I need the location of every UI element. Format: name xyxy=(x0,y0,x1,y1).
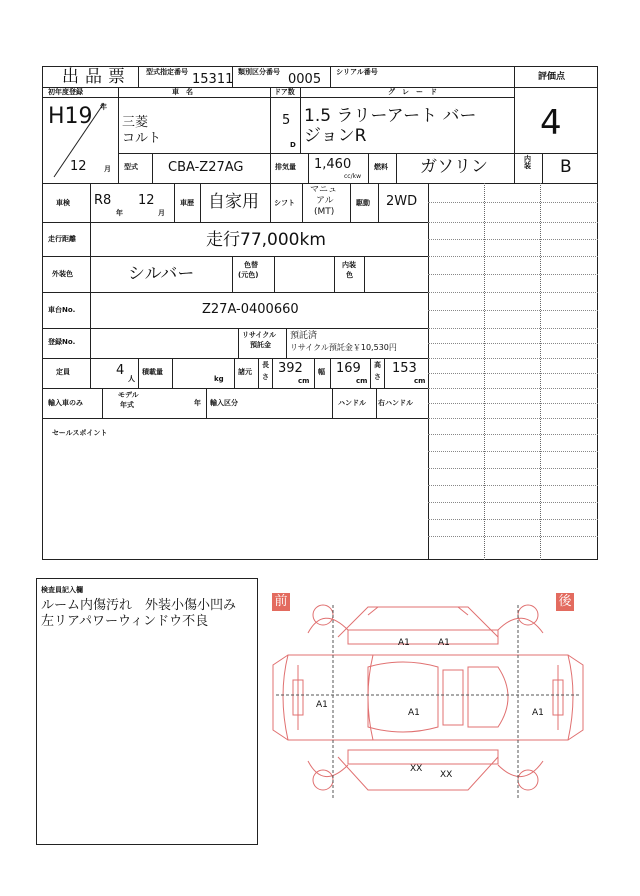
chassis-label: 車台No. xyxy=(48,306,76,314)
line-type-c xyxy=(270,153,271,183)
grade-line1: 1.5 ラリーアート バー xyxy=(304,106,477,126)
height-label2: さ xyxy=(374,373,381,381)
model-name: コルト xyxy=(122,131,162,146)
line-type-f xyxy=(396,153,397,183)
height-label1: 高 xyxy=(374,361,381,369)
line-door-right xyxy=(300,87,301,153)
front-badge: 前 xyxy=(272,593,290,611)
mark-rear-end: A1 xyxy=(532,708,544,718)
line-r6a xyxy=(138,358,139,388)
ruibetsu-value: 0005 xyxy=(288,72,322,87)
drive-value: 2WD xyxy=(386,194,418,209)
dims-label: 諸元 xyxy=(238,368,252,376)
line-name-right xyxy=(270,87,271,153)
recycle-label2: 預託金 xyxy=(250,341,271,349)
inspector-note-line1: ルーム内傷汚れ 外装小傷小凹み xyxy=(41,598,237,613)
displacement-value: 1,460 xyxy=(314,157,352,172)
interior-value: B xyxy=(560,157,572,177)
inspection-year-unit: 年 xyxy=(116,209,123,217)
line-r1a xyxy=(174,183,175,222)
inspection-month: 12 xyxy=(138,193,155,208)
inspector-note-line2: 左リアパワーウィンドウ不良 xyxy=(41,614,209,629)
line-r6c xyxy=(234,358,235,388)
line-r5a xyxy=(238,328,239,358)
line-type-a xyxy=(118,153,119,183)
first-reg-year: H19 xyxy=(48,104,93,129)
color-change-label2: (元色) xyxy=(238,271,259,279)
color-change-label1: 色替 xyxy=(244,261,258,269)
grade-line2: ジョンR xyxy=(304,126,367,146)
line-reg-right xyxy=(118,87,119,153)
line-h1 xyxy=(138,66,139,87)
line-type-e xyxy=(368,153,369,183)
line-r7a xyxy=(102,388,103,418)
line-r3a xyxy=(232,256,233,292)
line-r6b xyxy=(172,358,173,388)
interior-color-label2: 色 xyxy=(346,271,353,279)
line-r3c xyxy=(334,256,335,292)
capacity-unit: 人 xyxy=(128,375,135,383)
width-unit: cm xyxy=(356,377,368,385)
shift-label: シフト xyxy=(274,199,295,207)
rear-badge: 後 xyxy=(556,593,574,611)
mark-roof-front-left: A1 xyxy=(398,638,410,648)
katashiki-value: 15311 xyxy=(192,72,234,87)
color-value: シルバー xyxy=(128,264,195,284)
shift-value-line3: (MT) xyxy=(314,207,335,217)
shift-value-line1: マニュ xyxy=(310,185,338,195)
model-year-label2: 年式 xyxy=(120,401,134,409)
fuel-value: ガソリン xyxy=(420,157,488,177)
model-year-unit: 年 xyxy=(194,399,201,407)
mileage-label: 走行距離 xyxy=(48,235,76,243)
height-unit: cm xyxy=(414,377,426,385)
import-only-label: 輸入車のみ xyxy=(48,399,83,407)
first-reg-year-unit: 年 xyxy=(100,103,107,111)
line-r1f xyxy=(378,183,379,222)
first-reg-month-unit: 月 xyxy=(104,165,111,173)
line-h3 xyxy=(330,66,331,87)
line-type-g xyxy=(542,153,543,183)
inspection-month-unit: 月 xyxy=(158,209,165,217)
import-type-label: 輸入区分 xyxy=(210,399,238,407)
door-suffix: D xyxy=(290,141,296,149)
line-r6e xyxy=(272,358,273,388)
height-value: 153 xyxy=(392,361,417,376)
mark-lower-right: XX xyxy=(440,770,453,780)
score-value: 4 xyxy=(540,103,562,143)
line-score-left xyxy=(514,66,515,183)
type-value: CBA-Z27AG xyxy=(168,160,244,175)
recycle-value1: 預託済 xyxy=(290,331,318,341)
line-row2 xyxy=(42,256,429,257)
line-type-bottom xyxy=(42,183,598,184)
line-row6 xyxy=(42,388,429,389)
serial-label: シリアル番号 xyxy=(336,68,378,76)
length-value: 392 xyxy=(278,361,303,376)
ruibetsu-label: 類別区分番号 xyxy=(238,68,280,76)
shift-value-line2: アル xyxy=(316,196,334,206)
line-row3 xyxy=(42,292,429,293)
inspection-label: 車検 xyxy=(56,199,70,207)
mark-lower-left: XX xyxy=(410,764,423,774)
line-r6d xyxy=(258,358,259,388)
drive-label: 駆動 xyxy=(356,199,370,207)
maker-name: 三菱 xyxy=(122,115,149,130)
door-count: 5 xyxy=(282,113,291,128)
displacement-label: 排気量 xyxy=(275,163,296,171)
inspection-value: R8 xyxy=(94,193,112,208)
capacity-value: 4 xyxy=(116,363,125,378)
line-type-b xyxy=(152,153,153,183)
fuel-label: 燃料 xyxy=(374,163,388,171)
mark-roof-center: A1 xyxy=(408,708,420,718)
line-label-col xyxy=(90,183,91,389)
border-bottom xyxy=(42,559,598,560)
door-label: ドア数 xyxy=(274,88,295,96)
line-r6i xyxy=(384,358,385,388)
regno-label: 登録No. xyxy=(48,338,76,346)
sheet-title: 出品票 xyxy=(62,67,131,87)
mileage-value: 走行77,000km xyxy=(206,230,326,250)
line-type-top xyxy=(118,153,598,154)
katashiki-label: 型式指定番号 xyxy=(146,68,188,76)
handle-value: 右ハンドル xyxy=(378,399,413,407)
first-reg-label: 初年度登録 xyxy=(48,88,83,96)
line-r3b xyxy=(274,256,275,292)
line-r7c xyxy=(332,388,333,418)
line-r5b xyxy=(286,328,287,358)
usage-label: 車歴 xyxy=(180,199,194,207)
mark-roof-front-right: A1 xyxy=(438,638,450,648)
mark-left-side: A1 xyxy=(316,700,328,710)
recycle-value2: リサイクル預託金￥10,530円 xyxy=(290,343,397,352)
line-r1b xyxy=(200,183,201,222)
model-year-label1: モデル xyxy=(118,391,139,399)
line-r3d xyxy=(364,256,365,292)
length-unit: cm xyxy=(298,377,310,385)
score-label: 評価点 xyxy=(538,72,566,82)
length-label2: さ xyxy=(262,373,269,381)
line-r6f xyxy=(314,358,315,388)
inspector-label: 検査員記入欄 xyxy=(41,586,83,594)
line-r7d xyxy=(376,388,377,418)
line-r1c xyxy=(270,183,271,222)
color-label: 外装色 xyxy=(52,270,73,278)
capacity-label: 定員 xyxy=(56,368,70,376)
line-row4 xyxy=(42,328,429,329)
type-label: 型式 xyxy=(124,163,138,171)
interior-color-label1: 内装 xyxy=(342,261,356,269)
auction-sheet xyxy=(42,66,598,560)
handle-label: ハンドル xyxy=(338,399,366,407)
usage-value: 自家用 xyxy=(208,192,259,212)
line-r6g xyxy=(330,358,331,388)
load-label: 積載量 xyxy=(142,368,163,376)
length-label1: 長 xyxy=(262,361,269,369)
line-r1e xyxy=(350,183,351,222)
chassis-value: Z27A-0400660 xyxy=(202,302,299,317)
width-value: 169 xyxy=(336,361,361,376)
recycle-label1: リサイクル xyxy=(242,331,277,339)
interior-label: 内装 xyxy=(524,155,531,170)
grade-label: グ レ ー ド xyxy=(388,88,437,96)
line-r6h xyxy=(370,358,371,388)
sales-point-label: セールスポイント xyxy=(52,429,108,437)
load-unit: kg xyxy=(214,375,224,383)
line-row7 xyxy=(42,418,429,419)
width-label: 幅 xyxy=(318,368,325,376)
car-damage-diagram xyxy=(268,585,598,830)
line-r7b xyxy=(206,388,207,418)
line-r1d xyxy=(302,183,303,222)
line-row1 xyxy=(42,222,429,223)
first-reg-month: 12 xyxy=(70,159,87,174)
displacement-unit: cc/kw xyxy=(344,173,362,180)
inspector-box xyxy=(36,578,258,845)
line-type-d xyxy=(308,153,309,183)
car-name-label: 車 名 xyxy=(172,88,193,96)
